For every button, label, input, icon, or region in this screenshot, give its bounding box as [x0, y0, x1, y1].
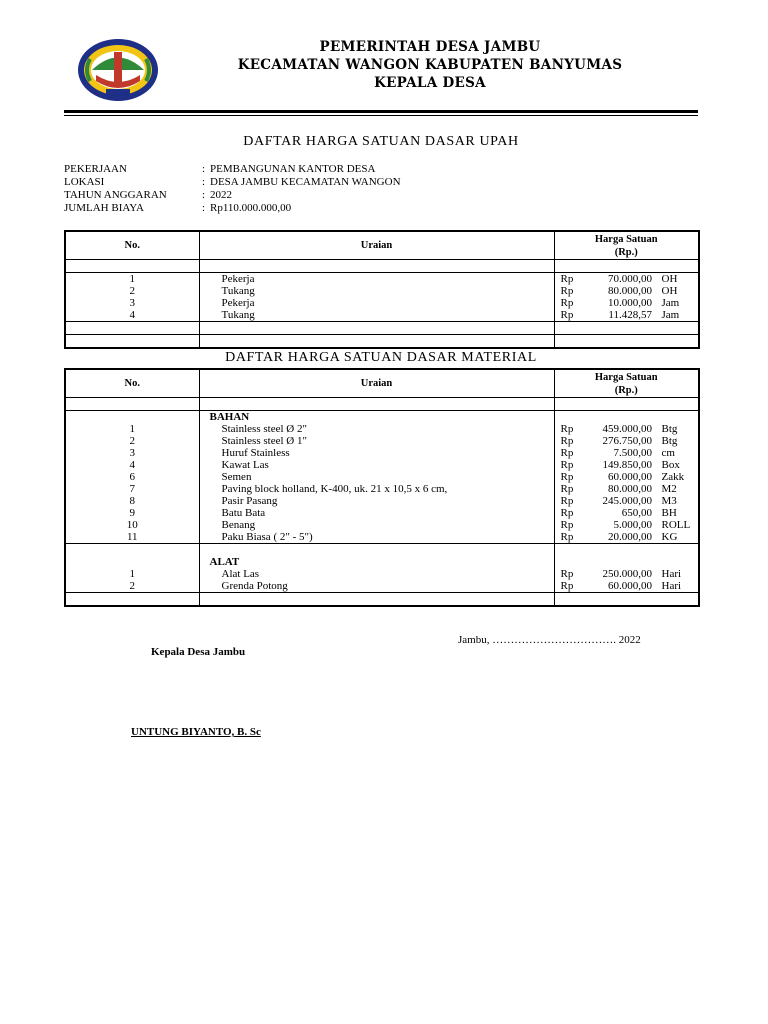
cell-currency: Rp: [560, 447, 574, 459]
cell-no: 2: [65, 435, 199, 447]
signer-name: UNTUNG BIYANTO, B. Sc: [131, 726, 261, 738]
info-colon: :: [202, 163, 206, 175]
upah-row: [65, 285, 699, 297]
cell-unit: cm: [661, 447, 675, 459]
info-label: JUMLAH BIAYA: [64, 202, 144, 214]
cell-amount: 80.000,00: [608, 483, 652, 495]
cell-no: 2: [65, 580, 199, 593]
cell-currency: Rp: [560, 531, 574, 543]
bahan-row: [65, 471, 699, 483]
info-colon: :: [202, 176, 206, 188]
cell-unit: OH: [661, 273, 678, 285]
info-label: PEKERJAAN: [64, 163, 127, 175]
cell-harga: [554, 285, 699, 297]
cell-no: 3: [65, 447, 199, 459]
info-row-tahun-anggaran: [64, 189, 401, 202]
cell-uraian: Pasir Pasang: [199, 495, 554, 507]
upah-title: DAFTAR HARGA SATUAN DASAR UPAH: [243, 134, 519, 149]
cell-unit: M2: [661, 483, 677, 495]
info-colon: :: [202, 189, 206, 201]
cell-harga: [554, 447, 699, 459]
cell-uraian: Paku Biasa ( 2" - 5"): [199, 531, 554, 544]
cell-currency: Rp: [560, 273, 574, 285]
col-header-no: No.: [65, 369, 199, 398]
cell-uraian: Kawat Las: [199, 459, 554, 471]
header-line-3: KEPALA DESA: [374, 75, 486, 91]
cell-currency: Rp: [560, 580, 574, 592]
cell-unit: Jam: [661, 309, 680, 321]
cell-no: 1: [65, 423, 199, 435]
table-spacer-row: [65, 335, 699, 349]
cell-uraian: Pekerja: [199, 297, 554, 309]
cell-amount: 10.000,00: [608, 297, 652, 309]
col-header-harga-line2: (Rp.): [614, 246, 638, 258]
cell-harga: [554, 483, 699, 495]
cell-harga: [554, 273, 699, 286]
table-header-row: [65, 231, 699, 260]
info-colon: :: [202, 202, 206, 214]
cell-amount: 60.000,00: [608, 580, 652, 592]
cell-amount: 245.000,00: [602, 495, 652, 507]
cell-no: 1: [65, 273, 199, 286]
info-row-lokasi: [64, 176, 401, 189]
bahan-row: [65, 423, 699, 435]
info-label: LOKASI: [64, 176, 105, 188]
col-header-harga-line2: (Rp.): [614, 384, 638, 396]
cell-currency: Rp: [560, 507, 574, 519]
cell-unit: Btg: [661, 435, 678, 447]
info-value: DESA JAMBU KECAMATAN WANGON: [210, 176, 401, 188]
info-row-jumlah-biaya: [64, 202, 401, 215]
info-row-pekerjaan: [64, 163, 401, 176]
cell-harga: [554, 568, 699, 580]
cell-no: 4: [65, 309, 199, 322]
bahan-row: [65, 519, 699, 531]
section-row-bahan: [65, 411, 699, 424]
table-spacer-row: [65, 593, 699, 607]
header-line-2: KECAMATAN WANGON KABUPATEN BANYUMAS: [237, 57, 623, 73]
bahan-row: [65, 459, 699, 471]
cell-currency: Rp: [560, 285, 574, 297]
cell-harga: [554, 531, 699, 544]
col-header-harga: [554, 231, 699, 260]
cell-amount: 250.000,00: [602, 568, 652, 580]
cell-uraian: Paving block holland, K-400, uk. 21 x 10,5 x 6 cm,: [199, 483, 554, 495]
table-spacer-row: [65, 398, 699, 411]
cell-unit: Hari: [661, 580, 682, 592]
cell-amount: 7.500,00: [613, 447, 652, 459]
info-value: 2022: [210, 189, 232, 201]
bahan-rows: [65, 423, 699, 544]
cell-no: 3: [65, 297, 199, 309]
district-emblem-logo: [76, 37, 160, 103]
info-value: PEMBANGUNAN KANTOR DESA: [210, 163, 376, 175]
cell-no: 8: [65, 495, 199, 507]
material-title: DAFTAR HARGA SATUAN DASAR MATERIAL: [225, 350, 537, 365]
header-divider-thin: [64, 115, 698, 116]
cell-unit: Btg: [661, 423, 678, 435]
cell-amount: 20.000,00: [608, 531, 652, 543]
cell-currency: Rp: [560, 568, 574, 580]
cell-amount: 149.850,00: [602, 459, 652, 471]
cell-uraian: Alat Las: [199, 568, 554, 580]
cell-harga: [554, 519, 699, 531]
cell-amount: 80.000,00: [608, 285, 652, 297]
cell-currency: Rp: [560, 471, 574, 483]
cell-harga: [554, 471, 699, 483]
upah-rows: [65, 273, 699, 322]
cell-unit: Zakk: [661, 471, 685, 483]
cell-currency: Rp: [560, 309, 574, 321]
col-header-harga-line1: Harga Satuan: [594, 371, 658, 383]
cell-uraian: Semen: [199, 471, 554, 483]
alat-rows: [65, 568, 699, 593]
cell-no: 9: [65, 507, 199, 519]
cell-currency: Rp: [560, 495, 574, 507]
cell-unit: Box: [661, 459, 680, 471]
col-header-uraian: Uraian: [199, 369, 554, 398]
project-info: [64, 163, 401, 215]
section-row-alat: [65, 556, 699, 568]
bahan-row: [65, 483, 699, 495]
cell-uraian: Batu Bata: [199, 507, 554, 519]
cell-unit: Jam: [661, 297, 680, 309]
col-header-no: No.: [65, 231, 199, 260]
cell-uraian: Tukang: [199, 285, 554, 297]
cell-uraian: Stainless steel Ø 1": [199, 435, 554, 447]
cell-amount: 276.750,00: [602, 435, 652, 447]
cell-no: 11: [65, 531, 199, 544]
cell-harga: [554, 309, 699, 322]
alat-row: [65, 568, 699, 580]
col-header-uraian: Uraian: [199, 231, 554, 260]
cell-unit: OH: [661, 285, 678, 297]
cell-currency: Rp: [560, 519, 574, 531]
header-line-1: PEMERINTAH DESA JAMBU: [319, 39, 541, 55]
cell-harga: [554, 507, 699, 519]
cell-uraian: Benang: [199, 519, 554, 531]
cell-amount: 60.000,00: [608, 471, 652, 483]
upah-table: [64, 230, 700, 349]
cell-amount: 70.000,00: [608, 273, 652, 285]
cell-no: 6: [65, 471, 199, 483]
info-label: TAHUN ANGGARAN: [64, 189, 167, 201]
cell-no: 2: [65, 285, 199, 297]
cell-harga: [554, 423, 699, 435]
cell-uraian: Grenda Potong: [199, 580, 554, 593]
cell-amount: 5.000,00: [613, 519, 652, 531]
cell-uraian: Pekerja: [199, 273, 554, 286]
cell-unit: ROLL: [661, 519, 691, 531]
upah-row: [65, 309, 699, 322]
cell-uraian: Tukang: [199, 309, 554, 322]
cell-no: 1: [65, 568, 199, 580]
cell-uraian: Huruf Stainless: [199, 447, 554, 459]
table-header-row: [65, 369, 699, 398]
alat-row: [65, 580, 699, 593]
bahan-row: [65, 531, 699, 544]
cell-currency: Rp: [560, 459, 574, 471]
header-divider-thick: [64, 110, 698, 113]
col-header-harga: [554, 369, 699, 398]
cell-no: 10: [65, 519, 199, 531]
cell-unit: KG: [661, 531, 678, 543]
cell-unit: BH: [661, 507, 677, 519]
bahan-row: [65, 495, 699, 507]
cell-amount: 650,00: [621, 507, 652, 519]
material-table: [64, 368, 700, 607]
table-spacer-row: [65, 544, 699, 557]
cell-amount: 11.428,57: [608, 309, 652, 321]
place-date: Jambu, ……………………………. 2022: [458, 634, 641, 646]
cell-harga: [554, 495, 699, 507]
cell-unit: M3: [661, 495, 677, 507]
table-spacer-row: [65, 322, 699, 335]
cell-uraian: Stainless steel Ø 2": [199, 423, 554, 435]
upah-row: [65, 273, 699, 286]
cell-currency: Rp: [560, 423, 574, 435]
bahan-row: [65, 435, 699, 447]
cell-currency: Rp: [560, 483, 574, 495]
signer-role: Kepala Desa Jambu: [151, 646, 246, 658]
cell-unit: Hari: [661, 568, 682, 580]
cell-currency: Rp: [560, 297, 574, 309]
cell-harga: [554, 580, 699, 593]
cell-amount: 459.000,00: [602, 423, 652, 435]
col-header-harga-line1: Harga Satuan: [594, 233, 658, 245]
cell-harga: [554, 297, 699, 309]
cell-no: 4: [65, 459, 199, 471]
cell-harga: [554, 459, 699, 471]
section-label-bahan: BAHAN: [199, 411, 554, 424]
cell-currency: Rp: [560, 435, 574, 447]
cell-no: 7: [65, 483, 199, 495]
upah-row: [65, 297, 699, 309]
bahan-row: [65, 507, 699, 519]
table-spacer-row: [65, 260, 699, 273]
info-value: Rp110.000.000,00: [210, 202, 292, 214]
section-label-alat: ALAT: [199, 556, 554, 568]
bahan-row: [65, 447, 699, 459]
cell-harga: [554, 435, 699, 447]
